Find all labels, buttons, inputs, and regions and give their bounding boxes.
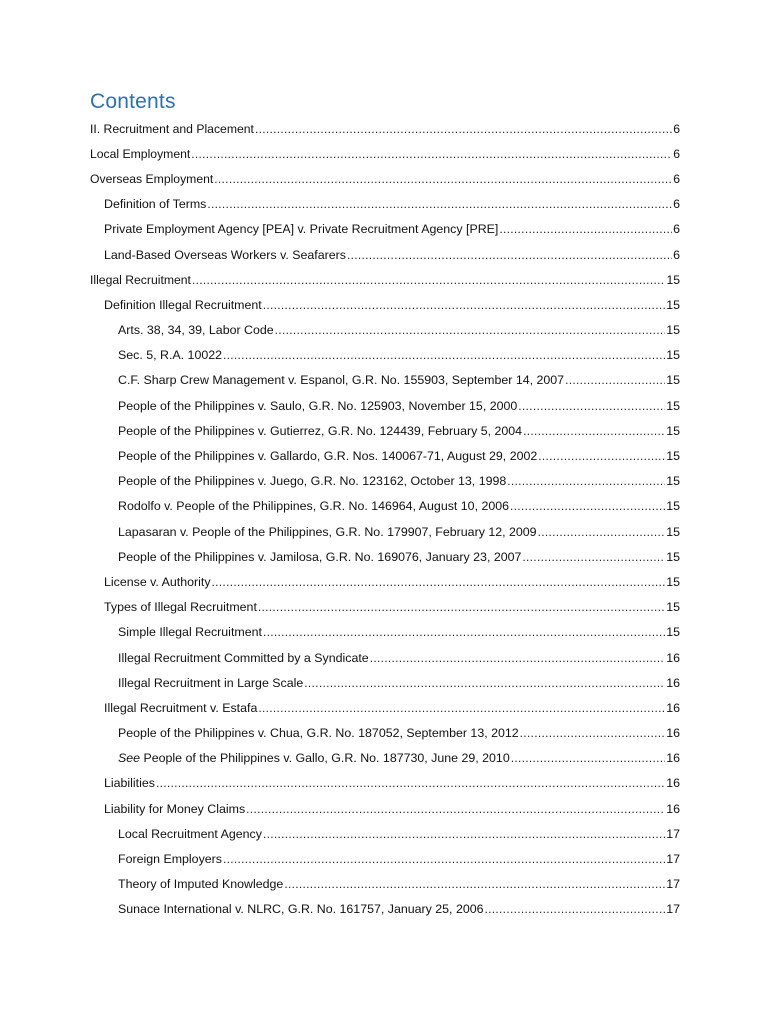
- toc-page-number: 15: [666, 549, 680, 564]
- toc-entry[interactable]: [90, 695, 680, 720]
- toc-page-number: 15: [666, 272, 680, 287]
- dot-leader: [523, 424, 665, 438]
- toc-entry-text: Local Recruitment Agency: [118, 826, 262, 841]
- dot-leader: [518, 399, 665, 413]
- toc-entry[interactable]: [90, 519, 680, 544]
- toc-entry-title: [118, 449, 537, 463]
- toc-entry-text: Liabilities: [104, 776, 155, 791]
- toc-entry-title: [104, 575, 211, 589]
- dot-leader: [522, 550, 665, 564]
- toc-entry-text: Types of Illegal Recruitment: [104, 600, 257, 615]
- toc-entry-title: [104, 776, 155, 790]
- dot-leader: [255, 122, 672, 136]
- toc-entry[interactable]: [90, 645, 680, 670]
- toc-entry[interactable]: [90, 192, 680, 217]
- toc-entry-title: [118, 751, 510, 765]
- toc-page-number: 15: [666, 524, 680, 539]
- dot-leader: [192, 273, 666, 287]
- toc-entry[interactable]: [90, 569, 680, 594]
- toc-entry-title: [118, 726, 519, 740]
- toc-entry-title: [104, 248, 346, 262]
- dot-leader: [565, 373, 665, 387]
- toc-entry[interactable]: [90, 318, 680, 343]
- toc-page-number: 15: [666, 373, 680, 388]
- toc-page-number: 17: [666, 826, 680, 841]
- toc-entry-text: Definition Illegal Recruitment: [104, 297, 262, 312]
- toc-page-number: 16: [666, 751, 680, 766]
- toc-entry[interactable]: [90, 418, 680, 443]
- toc-entry-title: [118, 676, 303, 690]
- toc-entry-prefix: See: [118, 751, 141, 766]
- dot-leader: [246, 802, 665, 816]
- toc-entry[interactable]: [90, 821, 680, 846]
- toc-page-number: 15: [666, 499, 680, 514]
- toc-page-number: 17: [666, 902, 680, 917]
- toc-entry[interactable]: [90, 670, 680, 695]
- toc-entry-title: [118, 550, 521, 564]
- toc-entry[interactable]: [90, 292, 680, 317]
- toc-page-number: 15: [666, 423, 680, 438]
- dot-leader: [370, 651, 666, 665]
- toc-entry-title: [90, 147, 190, 161]
- toc-page-number: 16: [666, 776, 680, 791]
- toc-entry-title: [118, 499, 509, 513]
- toc-entry-text: People of the Philippines v. Jamilosa, G.R. No. 169076, January 23, 2007: [118, 549, 522, 564]
- toc-entry[interactable]: [90, 595, 680, 620]
- toc-page-number: 16: [666, 726, 680, 741]
- toc-page-number: 15: [666, 323, 680, 338]
- table-of-contents: [90, 116, 680, 922]
- toc-entry-text: Land-Based Overseas Workers v. Seafarers: [104, 247, 346, 262]
- dot-leader: [212, 575, 666, 589]
- toc-entry-title: [118, 625, 262, 639]
- toc-entry-title: [118, 424, 522, 438]
- toc-page-number: 6: [673, 146, 680, 161]
- toc-entry-text: Illegal Recruitment: [90, 272, 191, 287]
- toc-entry-text: Simple Illegal Recruitment: [118, 625, 262, 640]
- dot-leader: [207, 197, 672, 211]
- dot-leader: [499, 222, 672, 236]
- dot-leader: [156, 776, 665, 790]
- dot-leader: [485, 902, 666, 916]
- toc-entry[interactable]: [90, 872, 680, 897]
- toc-entry-title: [118, 373, 564, 387]
- dot-leader: [511, 751, 665, 765]
- toc-page-number: 16: [666, 675, 680, 690]
- toc-entry-text: People of the Philippines v. Chua, G.R. No. 187052, September 13, 2012: [118, 726, 519, 741]
- dot-leader: [538, 449, 665, 463]
- toc-page-number: 16: [666, 801, 680, 816]
- toc-page-number: 17: [666, 852, 680, 867]
- toc-page-number: 15: [666, 297, 680, 312]
- toc-entry-title: [118, 323, 274, 337]
- dot-leader: [284, 877, 665, 891]
- toc-entry-text: Local Employment: [90, 146, 191, 161]
- toc-entry-text: Overseas Employment: [90, 171, 214, 186]
- toc-entry[interactable]: [90, 166, 680, 191]
- toc-entry-title: [118, 651, 369, 665]
- toc-entry-text: Lapasaran v. People of the Philippines, G.R. No. 179907, February 12, 2009: [118, 524, 537, 539]
- toc-entry-text: Sec. 5, R.A. 10022: [118, 348, 223, 363]
- dot-leader: [507, 474, 665, 488]
- toc-page-number: 15: [666, 625, 680, 640]
- toc-entry[interactable]: [90, 746, 680, 771]
- toc-entry[interactable]: [90, 116, 680, 141]
- dot-leader: [510, 499, 665, 513]
- toc-entry-title: [118, 525, 537, 539]
- toc-page-number: 17: [666, 877, 680, 892]
- toc-entry-text: Illegal Recruitment Committed by a Syndicate: [118, 650, 369, 665]
- dot-leader: [347, 248, 672, 262]
- dot-leader: [263, 827, 665, 841]
- dot-leader: [258, 701, 665, 715]
- toc-entry[interactable]: [90, 796, 680, 821]
- toc-entry-title: [118, 827, 262, 841]
- toc-entry-title: [90, 172, 213, 186]
- toc-entry-text: Illegal Recruitment in Large Scale: [118, 675, 304, 690]
- toc-page-number: 6: [673, 222, 680, 237]
- toc-entry-text: License v. Authority: [104, 574, 211, 589]
- toc-entry[interactable]: [90, 242, 680, 267]
- toc-entry-title: [104, 222, 498, 236]
- toc-entry-title: [104, 197, 206, 211]
- toc-entry-title: [118, 852, 222, 866]
- toc-entry-text: Private Employment Agency [PEA] v. Private Recruitment Agency [PRE]: [104, 222, 499, 237]
- toc-entry[interactable]: [90, 771, 680, 796]
- dot-leader: [304, 676, 665, 690]
- toc-entry[interactable]: [90, 443, 680, 468]
- toc-page-number: 16: [666, 700, 680, 715]
- toc-entry[interactable]: [90, 897, 680, 922]
- dot-leader: [258, 600, 665, 614]
- toc-entry[interactable]: [90, 721, 680, 746]
- toc-entry-text: II. Recruitment and Placement: [90, 121, 254, 136]
- toc-entry-text: Arts. 38, 34, 39, Labor Code: [118, 323, 274, 338]
- toc-entry[interactable]: [90, 620, 680, 645]
- toc-entry[interactable]: [90, 267, 680, 292]
- toc-entry-text: Sunace International v. NLRC, G.R. No. 161757, January 25, 2006: [118, 902, 484, 917]
- toc-page-number: 6: [673, 247, 680, 262]
- toc-entry-title: [104, 701, 257, 715]
- dot-leader: [191, 147, 672, 161]
- toc-entry-text: C.F. Sharp Crew Management v. Espanol, G.R. No. 155903, September 14, 2007: [118, 373, 565, 388]
- toc-entry[interactable]: [90, 544, 680, 569]
- toc-entry-title: [104, 600, 257, 614]
- toc-entry[interactable]: [90, 343, 680, 368]
- toc-entry[interactable]: [90, 846, 680, 871]
- toc-entry-title: [104, 802, 245, 816]
- toc-entry-text: People of the Philippines v. Gallo, G.R. No. 187730, June 29, 2010: [140, 751, 510, 766]
- dot-leader: [214, 172, 672, 186]
- toc-entry-title: [118, 348, 222, 362]
- dot-leader: [520, 726, 666, 740]
- toc-entry-text: Illegal Recruitment v. Estafa: [104, 700, 258, 715]
- dot-leader: [275, 323, 666, 337]
- toc-entry-title: [118, 877, 283, 891]
- toc-page-number: 15: [666, 348, 680, 363]
- dot-leader: [263, 625, 665, 639]
- toc-entry-text: Theory of Imputed Knowledge: [118, 877, 284, 892]
- toc-entry[interactable]: [90, 393, 680, 418]
- toc-entry-title: [104, 298, 262, 312]
- toc-entry-title: [90, 122, 254, 136]
- toc-page-number: 6: [673, 197, 680, 212]
- toc-entry[interactable]: [90, 141, 680, 166]
- toc-entry[interactable]: [90, 469, 680, 494]
- toc-page-number: 16: [666, 650, 680, 665]
- toc-page-number: 15: [666, 398, 680, 413]
- dot-leader: [538, 525, 666, 539]
- toc-entry-title: [118, 399, 517, 413]
- toc-entry[interactable]: [90, 368, 680, 393]
- toc-entry-text: People of the Philippines v. Saulo, G.R. No. 125903, November 15, 2000: [118, 398, 518, 413]
- toc-entry[interactable]: [90, 217, 680, 242]
- toc-entry[interactable]: [90, 494, 680, 519]
- toc-entry-title: [118, 902, 484, 916]
- toc-entry-text: People of the Philippines v. Gutierrez, G.R. No. 124439, February 5, 2004: [118, 423, 523, 438]
- toc-page-number: 15: [666, 449, 680, 464]
- toc-page-number: 15: [666, 600, 680, 615]
- toc-page-number: 6: [673, 121, 680, 136]
- toc-entry-text: Liability for Money Claims: [104, 801, 246, 816]
- dot-leader: [223, 348, 665, 362]
- toc-page-number: 15: [666, 574, 680, 589]
- toc-page-number: 6: [673, 171, 680, 186]
- toc-heading: Contents: [90, 90, 176, 113]
- toc-entry-text: Rodolfo v. People of the Philippines, G.R. No. 146964, August 10, 2006: [118, 499, 510, 514]
- toc-entry-title: [90, 273, 191, 287]
- toc-entry-text: People of the Philippines v. Gallardo, G.R. Nos. 140067-71, August 29, 2002: [118, 449, 538, 464]
- dot-leader: [223, 852, 665, 866]
- toc-page-number: 15: [666, 474, 680, 489]
- toc-entry-text: People of the Philippines v. Juego, G.R. No. 123162, October 13, 1998: [118, 474, 507, 489]
- dot-leader: [263, 298, 665, 312]
- toc-entry-text: Foreign Employers: [118, 852, 222, 867]
- toc-entry-text: Definition of Terms: [104, 197, 207, 212]
- toc-entry-title: [118, 474, 506, 488]
